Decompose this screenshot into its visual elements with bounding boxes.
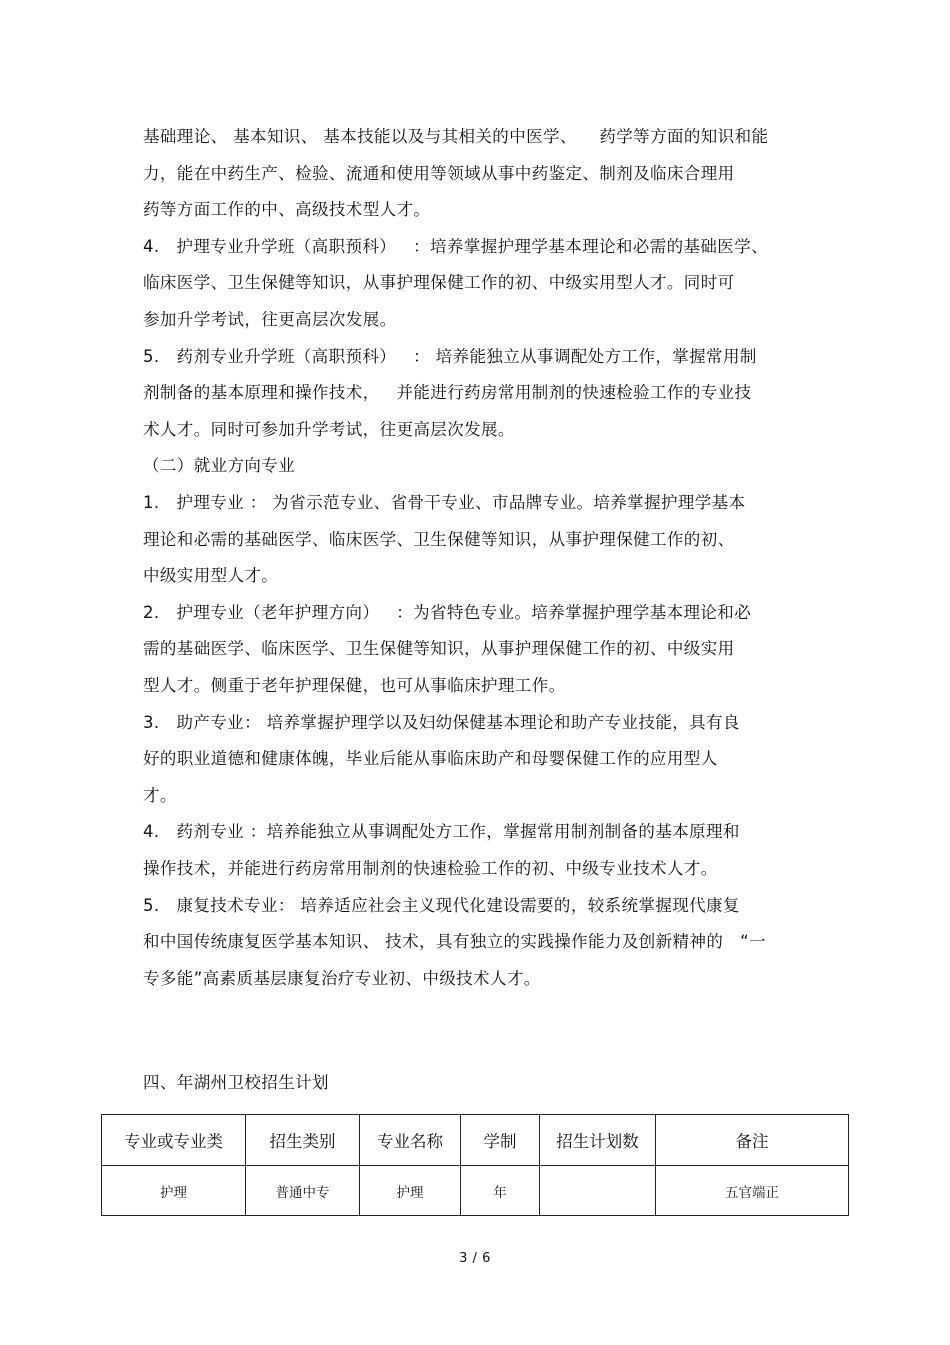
header-plan-count: 招生计划数 [540,1115,656,1166]
header-enrollment-type: 招生类别 [246,1115,360,1166]
body-line: 1. 护理专业 ： 为省示范专业、省骨干专业、市品牌专业。培养掌握护理学基本 [143,493,746,512]
cell-major-category: 护理 [102,1166,246,1216]
body-line: 临床医学、卫生保健等知识，从事护理保健工作的初、中级实用型人才。同时可 [143,273,735,292]
header-remarks: 备注 [656,1115,849,1166]
cell-plan-count [540,1166,656,1216]
body-line: 才。 [143,786,177,805]
cell-enrollment-type: 普通中专 [246,1166,360,1216]
body-line: 基础理论、 基本知识、 基本技能以及与其相关的中医学、 药学等方面的知识和能 [143,127,769,146]
section-title: 四、年湖州卫校招生计划 [143,1073,329,1092]
table-row [102,1166,849,1216]
page-number: 3 / 6 [459,1251,491,1266]
body-line: 术人才。同时可参加升学考试，往更高层次发展。 [143,420,515,439]
body-line: 4. 护理专业升学班（高职预科） ：培养掌握护理学基本理论和必需的基础医学、 [143,237,769,256]
cell-duration: 年 [461,1166,540,1216]
body-line: 3. 助产专业： 培养掌握护理学以及妇幼保健基本理论和助产专业技能，具有良 [143,713,740,732]
body-line: 型人才。侧重于老年护理保健，也可从事临床护理工作。 [143,676,566,695]
body-line: 药等方面工作的中、高级技术型人才。 [143,200,431,219]
body-line: 操作技术，并能进行药房常用制剂的快速检验工作的初、中级专业技术人才。 [143,859,718,878]
body-line: 5. 康复技术专业： 培养适应社会主义现代化建设需要的，较系统掌握现代康复 [143,896,740,915]
cell-major-name: 护理 [360,1166,461,1216]
body-line: 理论和必需的基础医学、临床医学、卫生保健等知识，从事护理保健工作的初、 [143,530,735,549]
body-line: 专多能”高素质基层康复治疗专业初、中级技术人才。 [143,969,541,988]
body-line: 好的职业道德和健康体魄，毕业后能从事临床助产和母婴保健工作的应用型人 [143,749,718,768]
body-line: 2. 护理专业（老年护理方向） ：为省特色专业。培养掌握护理学基本理论和必 [143,603,752,622]
body-line: 参加升学考试，往更高层次发展。 [143,310,397,329]
enrollment-plan-table [101,1114,849,1216]
table-header-row [102,1115,849,1166]
body-line: 5. 药剂专业升学班（高职预科） ： 培养能独立从事调配处方工作，掌握常用制 [143,347,757,366]
header-major-name: 专业名称 [360,1115,461,1166]
body-line: 需的基础医学、临床医学、卫生保健等知识，从事护理保健工作的初、中级实用 [143,639,735,658]
body-line: 剂制备的基本原理和操作技术， 并能进行药房常用制剂的快速检验工作的专业技 [143,383,752,402]
body-line: 和中国传统康复医学基本知识、 技术，具有独立的实践操作能力及创新精神的 “一 [143,932,767,951]
body-line: 4. 药剂专业 ：培养能独立从事调配处方工作，掌握常用制剂制备的基本原理和 [143,822,740,841]
cell-remarks: 五官端正 [656,1166,849,1216]
header-duration: 学制 [461,1115,540,1166]
header-major-category: 专业或专业类 [102,1115,246,1166]
body-line: （二）就业方向专业 [143,456,296,475]
body-line: 力，能在中药生产、检验、流通和使用等领域从事中药鉴定、制剂及临床合理用 [143,164,735,183]
body-line: 中级实用型人才。 [143,566,279,585]
